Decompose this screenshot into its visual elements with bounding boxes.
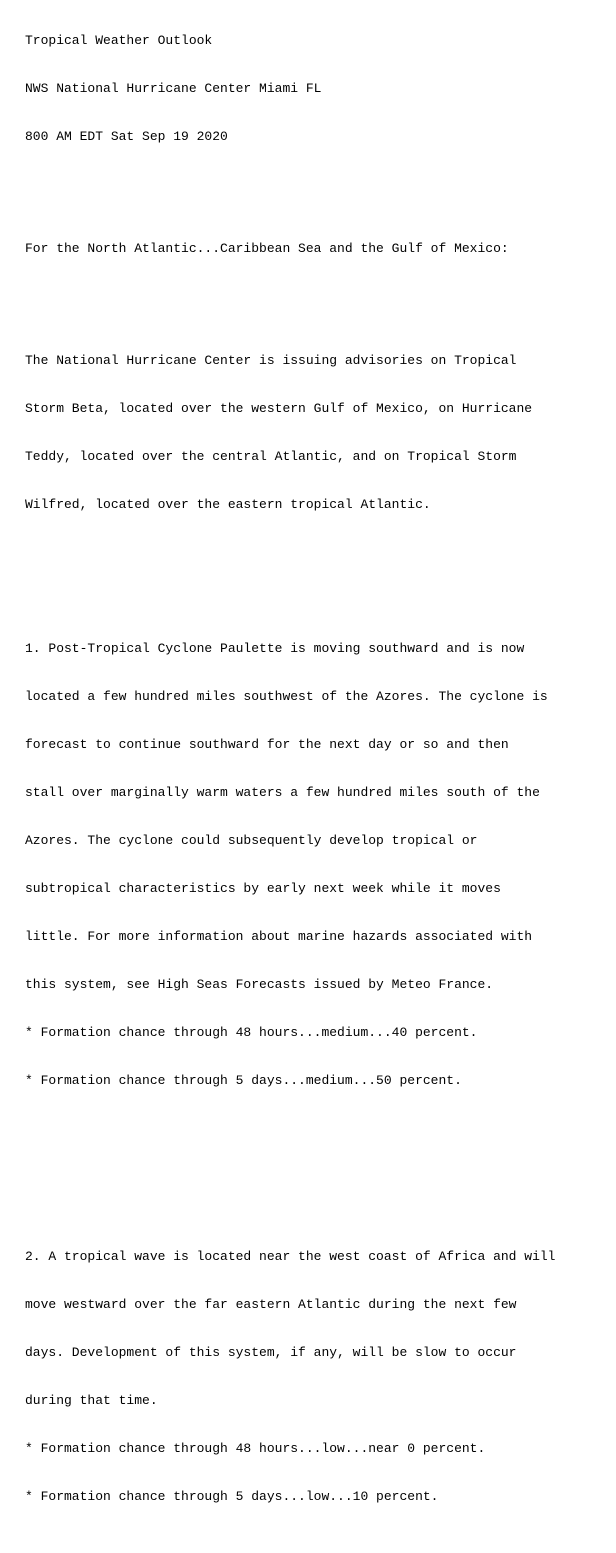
- system-1-text-line: little. For more information about marine hazards associated with: [25, 929, 533, 944]
- spacer: [25, 177, 616, 193]
- system-2-text-line: during that time.: [25, 1393, 158, 1408]
- system-2-text-line: days. Development of this system, if any, will be slow to occur: [25, 1345, 517, 1360]
- system-1-text-line: Azores. The cyclone could subsequently develop tropical or: [25, 833, 478, 848]
- system-1-text-line: located a few hundred miles southwest of the Azores. The cyclone is: [25, 689, 548, 704]
- intro-line: Storm Beta, located over the western Gulf of Mexico, on Hurricane: [25, 401, 533, 416]
- intro-line: The National Hurricane Center is issuing advisories on Tropical: [25, 353, 517, 368]
- spacer: [25, 545, 616, 561]
- intro-line: Wilfred, located over the eastern tropical Atlantic.: [25, 497, 431, 512]
- issue-time: 800 AM EDT Sat Sep 19 2020: [25, 129, 228, 144]
- system-1-chance-48h: * Formation chance through 48 hours...medium...40 percent.: [25, 1025, 478, 1040]
- issuing-office: NWS National Hurricane Center Miami FL: [25, 81, 322, 96]
- system-1-text-line: forecast to continue southward for the next day or so and then: [25, 737, 509, 752]
- spacer: [25, 1153, 616, 1169]
- spacer: [25, 289, 616, 305]
- system-2-chance-48h: * Formation chance through 48 hours...low...near 0 percent.: [25, 1441, 486, 1456]
- system-1: [25, 609, 616, 1121]
- system-2-text-line: 2. A tropical wave is located near the west coast of Africa and will: [25, 1249, 556, 1264]
- system-1-text-line: stall over marginally warm waters a few hundred miles south of the: [25, 785, 540, 800]
- document-title: Tropical Weather Outlook: [25, 33, 213, 48]
- system-2-text-line: move westward over the far eastern Atlantic during the next few: [25, 1297, 517, 1312]
- system-2: [25, 1217, 616, 1537]
- system-1-text-line: 1. Post-Tropical Cyclone Paulette is moving southward and is now: [25, 641, 525, 656]
- system-1-chance-5d: * Formation chance through 5 days...medium...50 percent.: [25, 1073, 462, 1088]
- region-heading: For the North Atlantic...Caribbean Sea and the Gulf of Mexico:: [25, 241, 509, 256]
- intro-line: Teddy, located over the central Atlantic, and on Tropical Storm: [25, 449, 517, 464]
- system-2-chance-5d: * Formation chance through 5 days...low...10 percent.: [25, 1489, 439, 1504]
- system-1-text-line: subtropical characteristics by early next week while it moves: [25, 881, 501, 896]
- system-1-text-line: this system, see High Seas Forecasts issued by Meteo France.: [25, 977, 494, 992]
- outlook-document: [25, 1, 616, 1553]
